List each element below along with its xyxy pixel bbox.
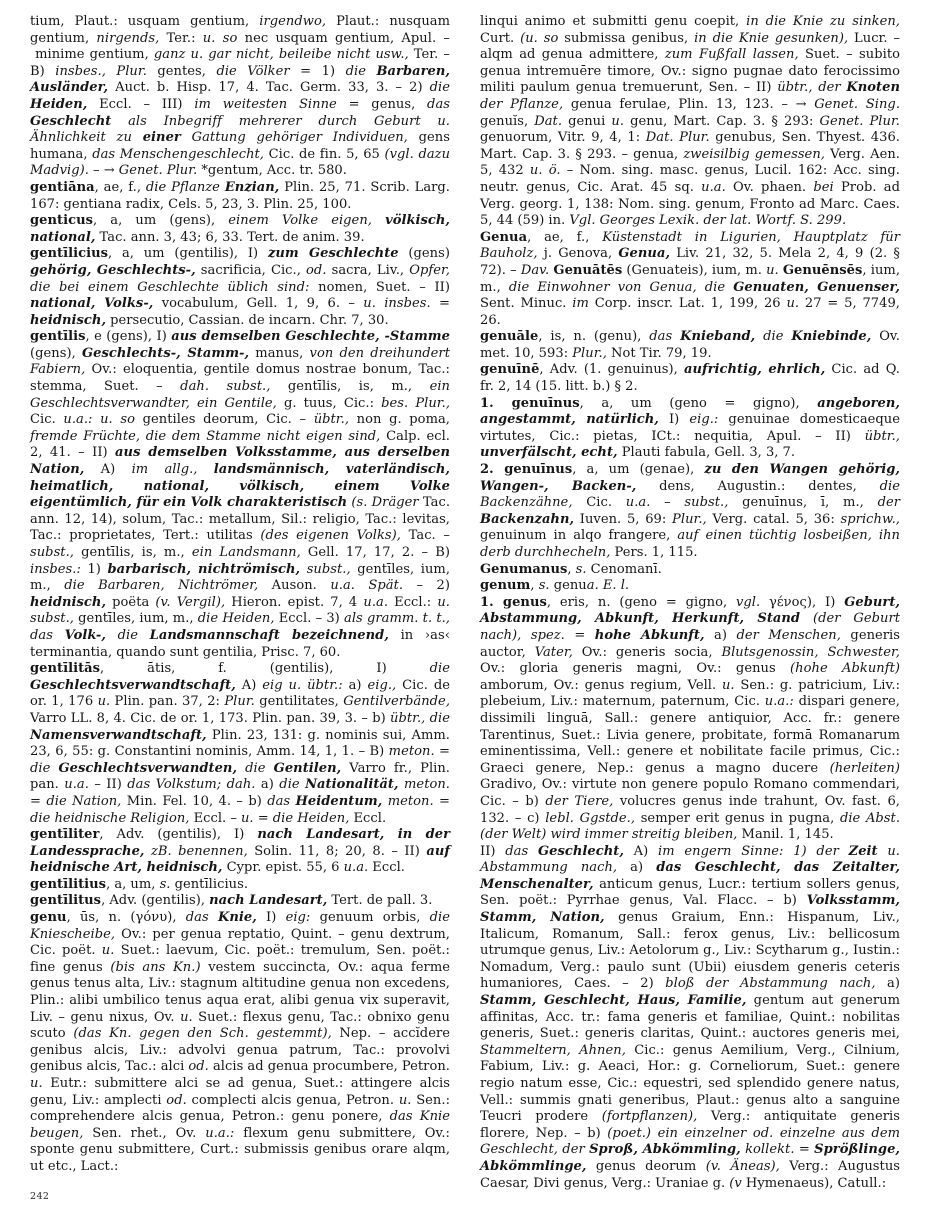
entry-genua: Genua, ae, f., Küstenstadt in Ligurien, Hauptplatz für Bauholz, j. Genova, Genua, Liv. 21, 32, 5. Mela 2, 4, 9 (2. § 72). – Dav. Genuātēs (Genuateis), ium, m. u. Genuēnsēs, ium, m., die Einwohner von Genua, die Genuaten, Genuenser, Sent. Minuc. im Corp. inscr. Lat. 1, 199, 26 u. 27 = 5, 7749, 26.	[480, 229, 901, 328]
entry-genuale: genuāle, is, n. (genu), das Knieband, die Kniebinde, Ov. met. 10, 593: Plur., Not Tir. 79, 19.	[480, 329, 900, 361]
left-column	[30, 14, 450, 1176]
entry-gentiliter: gentīliter, Adv. (gentilis), I) nach Landesart, in der Landessprache, zB. benennen, Solin. 11, 8; 20, 8. – II) auf heidnische Art, heidnisch, Cypr. epist. 55, 6 u.a. Eccl.	[30, 827, 451, 876]
entry-genuinus-2: 2. genuīnus, a, um (genae), zu den Wangen gehörig, Wangen-, Backen-, dens, Augustin.: dentes, die Backenzähne, Cic. u.a. – subst., genuīnus, ī, m., der Backenzahn, Iuven. 5, 69: Plur., Verg. catal. 5, 36: sprichw., genuinum in alqo frangere, auf einen tüchtig losbeißen, ihn derb durchhecheln, Pers. 1, 115.	[480, 462, 901, 560]
entry-genus-1: 1. genus, eris, n. (geno = gigno, vgl. γένος), I) Geburt, Abstammung, Abkunft, Herkunft, Stand (der Geburt nach), spez. = hohe Abkunft, a) der Menschen, generis auctor, Vater, Ov.: generis socia, Blutsgenossin, Schwester, Ov.: gloria generis magni, Ov.: genus (hohe Abkunft) amborum, Ov.: genus regium, Vell. u. Sen.: g. patricium, Liv.: plebeium, Liv.: maternum, paternum, Cic. u.a.: dispari genere, dissimili linguā, Sall.: genere antiquior, Acc. fr.: genere Tarentinus, Suet.: Livia genere, probitate, formā Romanarum eminentissima, Vell.: genere et nobilitate facile primus, Cic.: Graeci genere, Nep.: genus a magno ducere (herleiten) Gradivo, Ov.: virtute non genere populo Romano commendari, Cic. – b) der Tiere, volucres genus inde trahunt, Ov. fast. 6, 132. – c) lebl. Ggstde., semper erit genus in pugna, die Abst. (der Welt) wird immer streitig bleiben, Manil. 1, 145.	[480, 594, 901, 843]
entry-genus-1-part2: II) das Geschlecht, A) im engern Sinne: 1) der Zeit u. Abstammung nach, a) das Geschlecht, das Zeitalter, Menschenalter, anticum genus, Lucr.: tertium sollers genus, Sen. poët.: Pyrrhae genus, Val. Flacc. – b) Volksstamm, Stamm, Nation, genus Graium, Enn.: Hispanum, Liv., Italicum, Romanum, Sall.: ferox genus, Liv.: bellicosum utrumque genus, Liv.: Aetolorum g., Liv.: Scytharum g., Iustin.: Nomadum, Verg.: paulo sunt (Ubii) eiusdem generis ceteris humaniores, Caes. – 2) bloß der Abstammung nach, a) Stamm, Geschlecht, Haus, Familie, gentum aut generum affinitas, Acc. tr.: fama generis et familiae, Quint.: nobilitas generis, Suet.: generis claritas, Quint.: auctores generis mei, Stammeltern, Ahnen, Cic.: genus Aemilium, Verg., Cilnium, Fabium, Liv.: g. Aeaci, Hor.: g. Corneliorum, Suet.: genere regio natum esse, Cic.: equestri, sed splendido genere natus, Vell.: summis gnati generibus, Plaut.: genus alto a sanguine Teucri prodere (fortpflanzen), Verg.: antiquitate generis florere, Nep. – b) (poet.) ein einzelner od. einzelne aus dem Geschlecht, der Sproß, Abkömmling, kollekt. = Sprößlinge, Abkömmlinge, genus deorum (v. Äneas), Verg.: Augustus Caesar, Divi genus, Verg.: Uraniae g. (v Hymenaeus), Catull.:	[480, 843, 901, 1191]
entry-genum: genum, s. genua. E. l.	[480, 578, 630, 594]
page-number: 242	[30, 1191, 50, 1202]
entry-genuinus-1: 1. genuīnus, a, um (geno = gigno), angeboren, angestammt, natürlich, I) eig.: genuinae domesticaeque virtutes, Cic.: pietas, ICt.: nequitia, Apul. – II) übtr., unverfälscht, echt, Plauti fabula, Gell. 3, 3, 7.	[480, 395, 900, 461]
entry-gentilicius: gentīlicius, a, um (gentilis), I) zum Geschlechte (gens) gehörig, Geschlechts-, sacrificia, Cic., od. sacra, Liv., Opfer, die bei einem Geschlechte üblich sind: nomen, Suet. – II) national, Volks-, vocabulum, Gell. 1, 9, 6. – u. insbes. = heidnisch, persecutio, Cassian. de incarn. Chr. 7, 30.	[30, 246, 450, 328]
entry-genuine: genuīnē, Adv. (1. genuinus), aufrichtig, ehrlich, Cic. ad Q. fr. 2, 14 (15. litt. b.) § 2.	[480, 362, 900, 395]
entry-gentilis: gentīlis, e (gens), I) aus demselben Geschlechte, -Stamme (gens), Geschlechts-, Stamm-, manus, von den dreihundert Fabiern, Ov.: eloquentia, gentile domus nostrae bonum, Tac.: stemma, Suet. – dah. subst., gentīlis, is, m., ein Geschlechtsverwandter, ein Gentile, g. tuus, Cic.: bes. Plur., Cic. u.a.: u. so gentiles deorum, Cic. – übtr., non g. poma, fremde Früchte, die dem Stamme nicht eigen sind, Calp. ecl. 2, 41. – II) aus demselben Volksstamme, aus derselben Nation, A) im allg., landsmännisch, vaterländisch, heimatlich, national, völkisch, einem Volke eigentümlich, für ein Volk charakteristisch (s. Dräger Tac. ann. 12, 14), solum, Tac.: metallum, Sil.: religio, Tac.: levitas, Tac.: proprietates, Tert.: utilitas (des eigenen Volks), Tac. – subst., gentīlis, is, m., ein Landsmann, Gell. 17, 17, 2. – B) insbes.: 1) barbarisch, nichtrömisch, subst., gentīles, ium, m., die Barbaren, Nichtrömer, Auson. u.a. Spät. – 2) heidnisch, poëta (v. Vergil), Hieron. epist. 7, 4 u.a. Eccl.: u. subst., gentīles, ium, m., die Heiden, Eccl. – 3) als gramm. t. t., das Volk-, die Landsmannschaft bezeichnend, in ›as‹ terminantia, quando sunt gentilia, Prisc. 7, 60.	[30, 329, 451, 660]
entry-gentilitus: gentīlitus, Adv. (gentilis), nach Landesart, Tert. de pall. 3.	[30, 893, 433, 909]
entry-genu: genu, ūs, n. (γóνυ), das Knie, I) eig: genuum orbis, die Kniescheibe, Ov.: per genua reptatio, Quint. – genu dextrum, Cic. poët. u. Suet.: laevum, Cic. poët.: tremulum, Sen. poët.: fine genus (bis ans Kn.) vestem succincta, Ov.: aqua ferme genus tenus alta, Liv.: stagnum altitudine genua non excedens, Plin.: alibi umbilico tenus aqua erat, alibi genua vix superavit, Liv. – genu nixus, Ov. u. Suet.: flexus genu, Tac.: obnixo genu scuto (das Kn. gegen den Sch. gestemmt), Nep. – accĭdere genibus alcis, Liv.: advolvi genua patrum, Tac.: provolvi genibus alcis, Tac.: alci od. alcis ad genua procumbere, Petron. u. Eutr.: submittere alci se ad genua, Suet.: attingere alcis genu, Liv.: amplecti od. complecti alcis genua, Petron. u. Sen.: comprehendere alcis genua, Petron.: genu ponere, das Knie beugen, Sen. rhet., Ov. u.a.: flexum genu submittere, Ov.: sponte genu submittere, Curt.: submissis genibus orare alqm, ut etc., Lact.:	[30, 910, 451, 1174]
right-column	[480, 14, 900, 1192]
entry-genumanus: Genumanus, s. Cenomanī.	[480, 561, 662, 577]
entry-gentium-continued: tium, Plaut.: usquam gentium, irgendwo, Plaut.: nusquam gentium, nirgends, Ter.: u. so nec usquam gentium, Apul. – minime gentium, ganz u. gar nicht, beileibe nicht usw., Ter. – B) insbes., Plur. gentes, die Völker = 1) die Barbaren, Ausländer, Auct. b. Hisp. 17, 4. Tac. Germ. 33, 3. – 2) die Heiden, Eccl. – III) im weitesten Sinne = genus, das Geschlecht als Inbegriff mehrerer durch Geburt u. Ähnlichkeit zu einer Gattung gehöriger Individuen, gens humana, das Menschengeschlecht, Cic. de fin. 5, 65 (vgl. dazu Madvig). – → Genet. Plur. *gentum, Acc. tr. 580.	[30, 14, 451, 179]
entry-gentilitas: gentīlitās, ātis, f. (gentilis), I) die Geschlechtsverwandtschaft, A) eig u. übtr.: a) eig., Cic. de or. 1, 176 u. Plin. pan. 37, 2: Plur. gentilitates, Gentilverbände, Varro LL. 8, 4. Cic. de or. 1, 173. Plin. pan. 39, 3. – b) übtr., die Namensverwandtschaft, Plin. 23, 131: g. nominis sui, Amm. 23, 6, 55: g. Constantini nominis, Amm. 14, 1, 1. – B) meton. = die Geschlechtsverwandten, die Gentilen, Varro fr., Plin. pan. u.a. – II) das Volkstum; dah. a) die Nationalität, meton. = die Nation, Min. Fel. 10, 4. – b) das Heidentum, meton. = die heidnische Religion, Eccl. – u. = die Heiden, Eccl.	[30, 661, 451, 826]
entry-gentilitius: gentīlitius, a, um, s. gentīlicius.	[30, 876, 249, 892]
entry-genticus: genticus, a, um (gens), einem Volke eigen, völkisch, national, Tac. ann. 3, 43; 6, 33. Tert. de anim. 39.	[30, 213, 450, 245]
page-columns	[30, 14, 905, 1192]
entry-genu-continued: linqui animo et submitti genu coepit, in die Knie zu sinken, Curt. (u. so submissa genibus, in die Knie gesunken), Lucr. – alqm ad genua admittere, zum Fußfall lassen, Suet. – subito genua intremuēre timore, Ov.: signo pugnae dato ferocissimo militi paulum genua tremuerunt, Sen. – II) übtr., der Knoten der Pflanze, genua ferulae, Plin. 13, 123. – → Genet. Sing. genuĭs, Dat. genui u. genu, Mart. Cap. 3. § 293: Genet. Plur. genuorum, Vitr. 9, 4, 1: Dat. Plur. genubus, Sen. Thyest. 436. Mart. Cap. 3. § 293. – genua, zweisilbig gemessen, Verg. Aen. 5, 432 u. ö. – Nom. sing. masc. genus, Lucil. 162: Acc. sing. neutr. genus, Cic. Arat. 45 sq. u.a. Ov. phaen. bei Prob. ad Verg. georg. 1, 138: Nom. sing. genum, Fronto ad Marc. Caes. 5, 44 (59) in. Vgl. Georges Lexik. der lat. Wortf. S. 299.	[480, 14, 901, 229]
entry-gentiana: gentiāna, ae, f., die Pflanze Enzian, Plin. 25, 71. Scrib. Larg. 167: gentiana radix, Cels. 5, 23, 3. Plin. 25, 100.	[30, 179, 450, 212]
